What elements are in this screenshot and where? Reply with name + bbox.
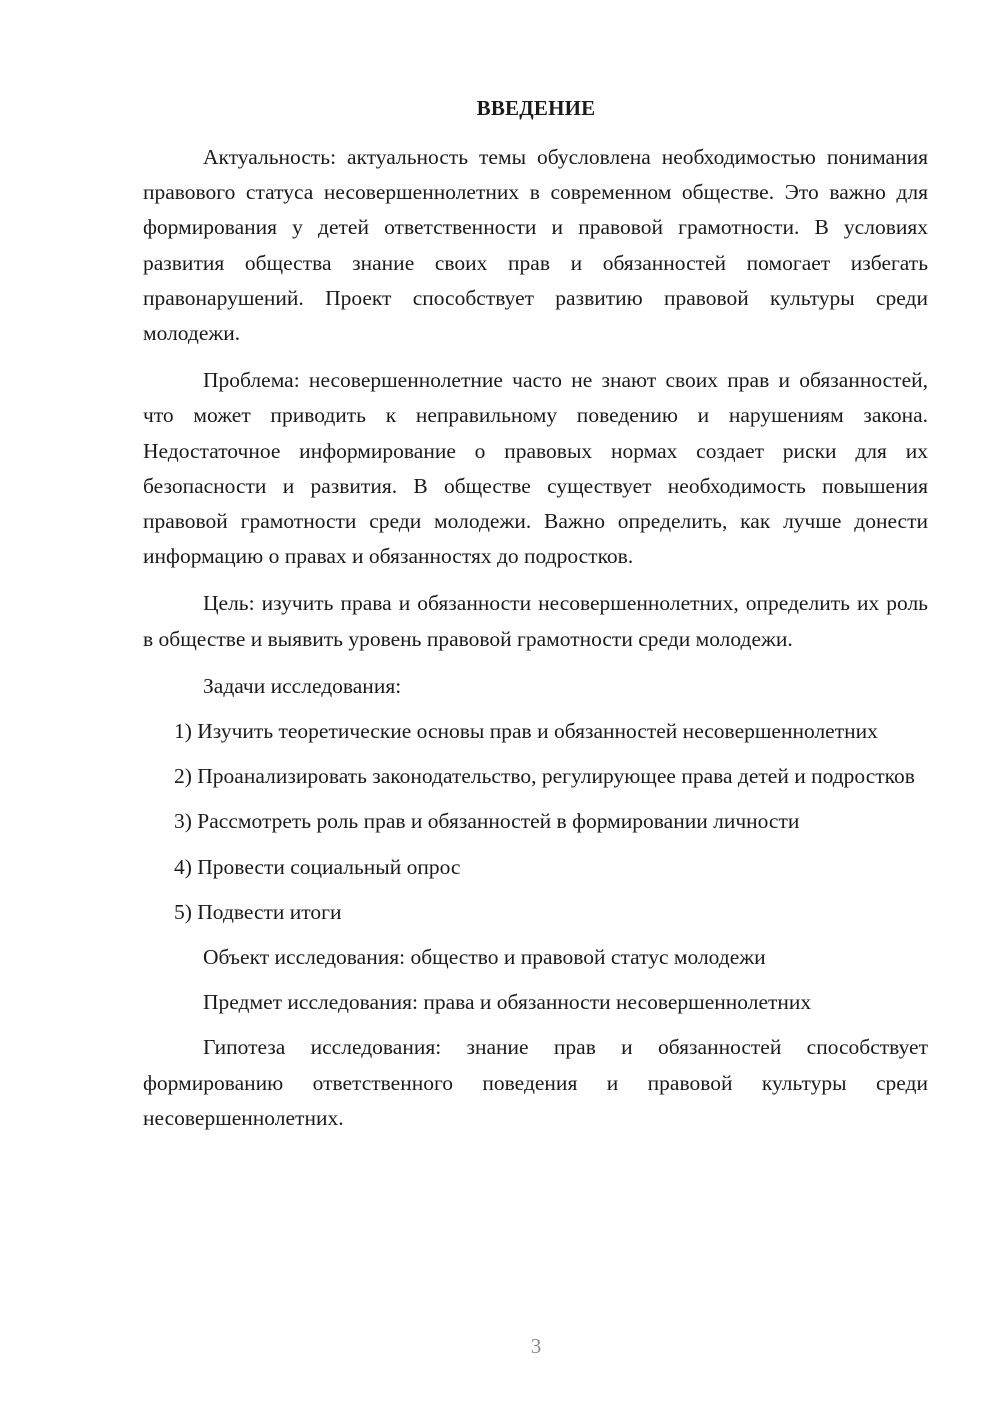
task-item: 2) Проанализировать законодательство, регулирующее права детей и подростков xyxy=(174,764,915,789)
subject-paragraph: Предмет исследования: права и обязанности несовершеннолетних xyxy=(203,990,812,1015)
task-item: 5) Подвести итоги xyxy=(174,899,342,924)
tasks-heading: Задачи исследования: xyxy=(203,673,402,698)
task-item: 1) Изучить теоретические основы прав и обязанностей несовершеннолетних xyxy=(174,719,878,744)
goal-paragraph: Цель: изучить права и обязанности несовершеннолетних, определить их роль в обществе и выявить уровень правовой грамотности среди молодежи. xyxy=(143,591,928,651)
task-item: 4) Провести социальный опрос xyxy=(174,854,461,879)
document-body xyxy=(143,140,928,1136)
object-paragraph: Объект исследования: общество и правовой статус молодежи xyxy=(203,945,766,970)
task-item: 3) Рассмотреть роль прав и обязанностей в формировании личности xyxy=(174,809,800,834)
page-title: ВВЕДЕНИЕ xyxy=(476,96,596,120)
hypothesis-paragraph: Гипотеза исследования: знание прав и обязанностей способствует формированию ответственного поведения и правовой культуры среди несовершеннолетних. xyxy=(143,1035,928,1130)
problem-paragraph: Проблема: несовершеннолетние часто не знают своих прав и обязанностей, что может приводить к неправильному поведению и нарушениям закона. Недостаточное информирование о правовых нормах создает риски для их безопасности и развития. В обществе существует необходимость повышения правовой грамотности среди молодежи. Важно определить, как лучше донести информацию о правах и обязанностях до подростков. xyxy=(143,368,928,569)
page-number: 3 xyxy=(530,1334,542,1358)
relevance-paragraph: Актуальность: актуальность темы обусловлена необходимостью понимания правового статуса несовершеннолетних в современном обществе. Это важно для формирования у детей ответственности и правовой грамотности. В условиях развития общества знание своих прав и обязанностей помогает избегать правонарушений. Проект способствует развитию правовой культуры среди молодежи. xyxy=(143,145,928,346)
